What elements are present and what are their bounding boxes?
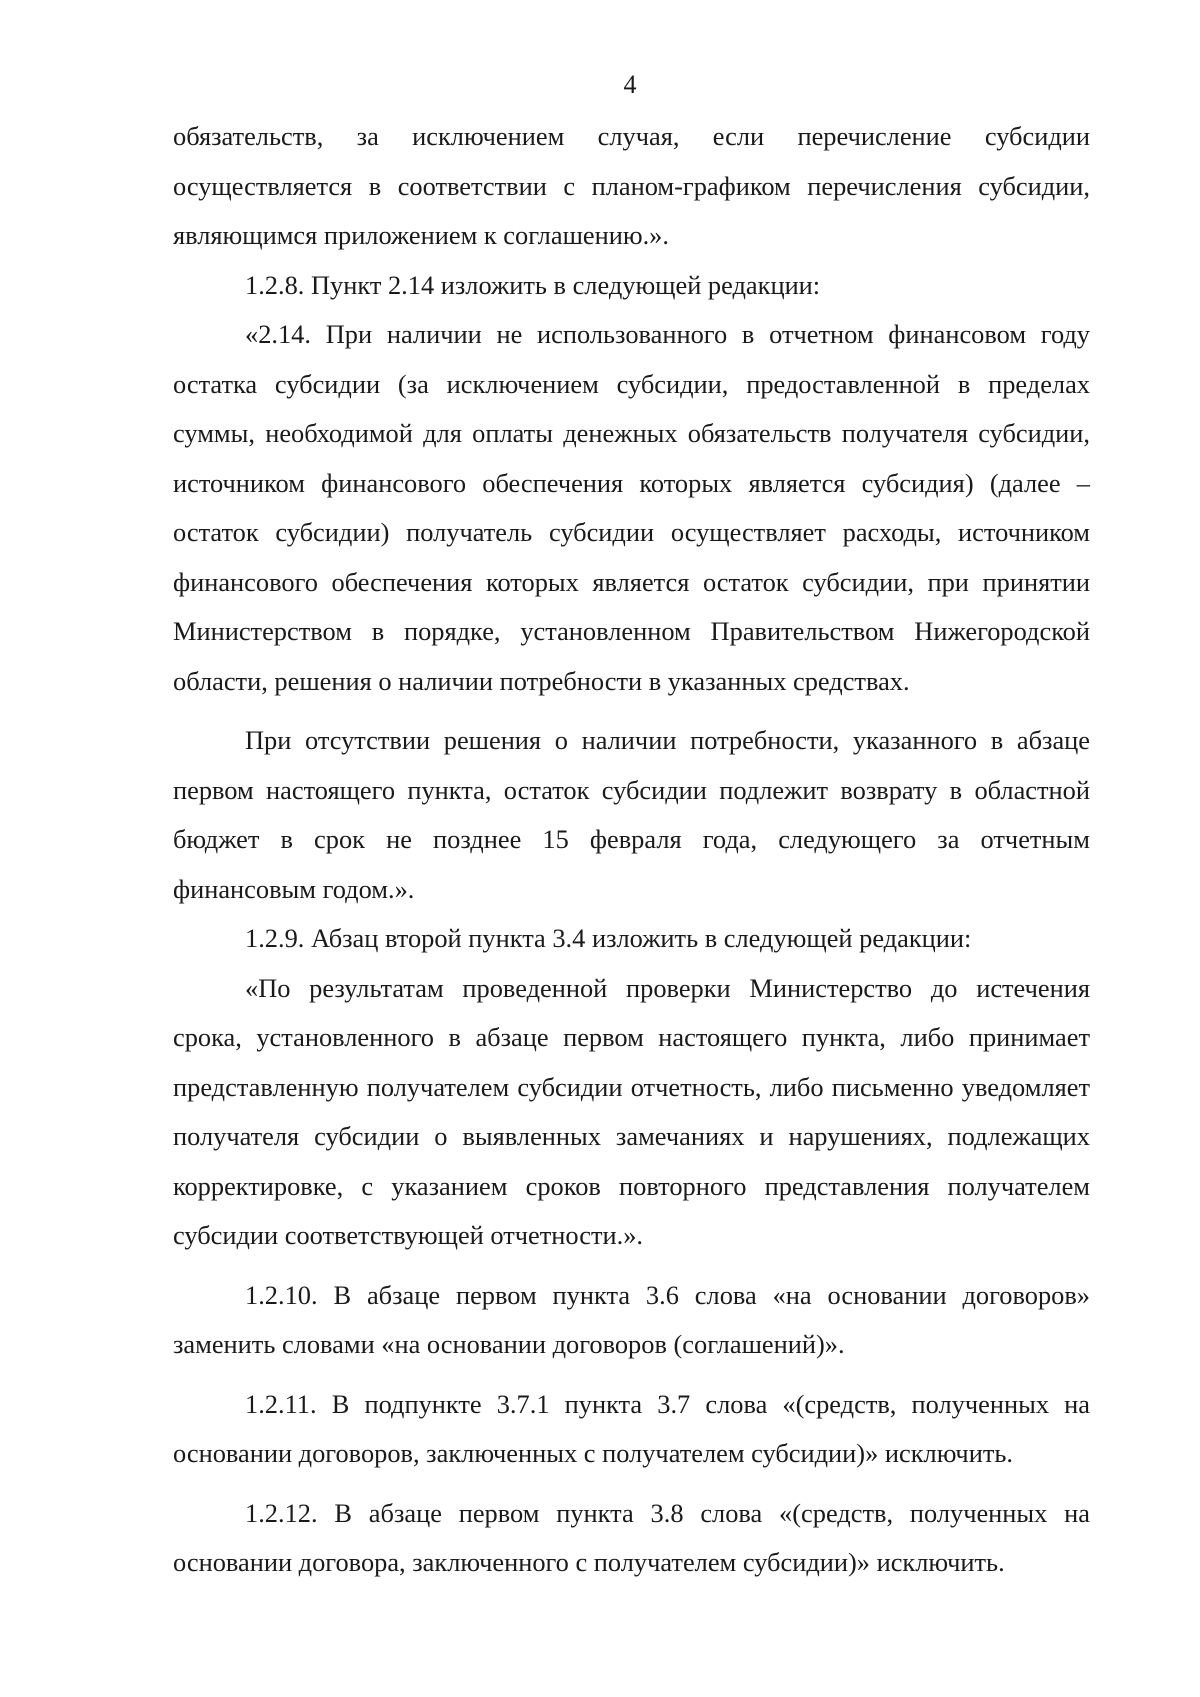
paragraph-item-1-2-9: 1.2.9. Абзац второй пункта 3.4 изложить в следующей редакции: — [245, 923, 972, 953]
paragraph-item-1-2-11: 1.2.11. В подпункте 3.7.1 пункта 3.7 слова «(средств, полученных на основании договоров, заключенных с получателем субсидии)» исключить. — [173, 1388, 1090, 1468]
document-body — [173, 112, 1090, 1588]
paragraph-item-1-2-12: 1.2.12. В абзаце первом пункта 3.8 слова «(средств, полученных на основании договора, заключенного с получателем субсидии)» исключить. — [173, 1497, 1090, 1577]
paragraph-clause-3-4: «По результатам проведенной проверки Министерство до истечения срока, установленного в абзаце первом настоящего пункта, либо принимает представленную получателем субсидии отчетность, либо письменно уведомляет получателя субсидии о выявленных замечаниях и нарушениях, подлежащих корректировке, с указанием сроков повторного представления получателем субсидии соответствующей отчетности.». — [173, 972, 1090, 1250]
paragraph-clause-2-14-second: При отсутствии решения о наличии потребности, указанного в абзаце первом настоящего пункта, остаток субсидии подлежит возврату в областной бюджет в срок не позднее 15 февраля года, следующего за отчетным финансовым годом.». — [173, 725, 1090, 904]
paragraph-item-1-2-10: 1.2.10. В абзаце первом пункта 3.6 слова «на основании договоров» заменить словами «на основании договоров (соглашений)». — [173, 1279, 1090, 1359]
paragraph-continuation: обязательств, за исключением случая, если перечисление субсидии осуществляется в соответствии с планом-графиком перечисления субсидии, являющимся приложением к соглашению.». — [173, 121, 1090, 250]
paragraph-clause-2-14: «2.14. При наличии не использованного в отчетном финансовом году остатка субсидии (за исключением субсидии, предоставленной в пределах суммы, необходимой для оплаты денежных обязательств получателя субсидии, источником финансового обеспечения которых является субсидия) (далее – остаток субсидии) получатель субсидии осуществляет расходы, источником финансового обеспечения которых является остаток субсидии, при принятии Министерством в порядке, установленном Правительством Нижегородской области, решения о наличии потребности в указанных средствах. — [173, 319, 1090, 696]
page-number: 4 — [623, 70, 637, 99]
paragraph-item-1-2-8: 1.2.8. Пункт 2.14 изложить в следующей редакции: — [245, 269, 821, 300]
